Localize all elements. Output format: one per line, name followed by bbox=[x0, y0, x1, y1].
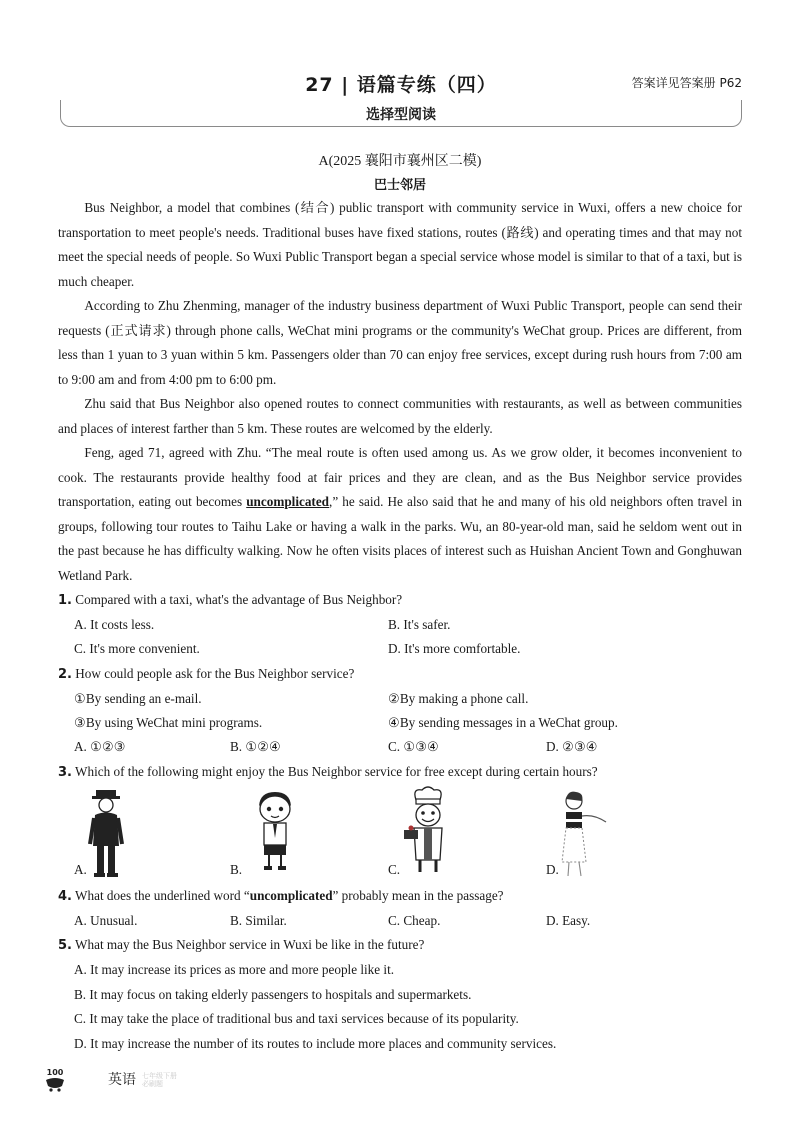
paragraph-2: According to Zhu Zhenming, manager of the industry business department of Wuxi Public Transport, people can send their requests (正式请求) through phone calls, WeChat mini programs or the community's WeChat group. Prices are different, from less than 1 yuan to 3 yuan within 5 km. Passengers older than 70 can enjoy free services, except during rush hours from 7:00 am to 9:00 am and from 4:00 pm to 6:00 pm. bbox=[58, 298, 742, 387]
paragraph-1: Bus Neighbor, a model that combines (结合) public transport with community service in Wuxi, offers a new choice for transportation to meet people's needs. Traditional buses have fixed stations, routes (路线) and operating times and that may not meet the special needs of people. So Wuxi Public Transport began a special service whose model is similar to that of a taxi, but is much cheaper. bbox=[58, 200, 742, 289]
q1-option-a[interactable]: A. It costs less. bbox=[74, 617, 155, 632]
q4-option-b[interactable]: B. Similar. bbox=[230, 913, 287, 928]
passage-title: 巴士邻居 bbox=[373, 178, 426, 193]
q3-option-a[interactable]: A. bbox=[74, 862, 87, 877]
q2-option-a[interactable]: A. ①②③ bbox=[74, 739, 126, 754]
publisher-logo-icon bbox=[42, 1066, 68, 1092]
q1-option-b[interactable]: B. It's safer. bbox=[388, 617, 451, 632]
question-1: 1. Compared with a taxi, what's the advantage of Bus Neighbor? bbox=[58, 592, 403, 608]
paragraph-4: Feng, aged 71, agreed with Zhu. “The meal route is often used among us. As we grow older, it becomes inconvenient to cook. The restaurants provide healthy food at fair prices and they are clean, and as the Bus Neighbor service provides transportation, eating out becomes uncomplicated,” he said. He also said that he and many of his old neighbors often travel in groups, following tour routes to Taihu Lake or having a walk in the parks. Wu, an 80-year-old man, said he seldom went out in the past because he has difficulty walking. Now he often visits places of interest such as Huishan Ancient Town and Gonghuwan Wetland Park. bbox=[58, 445, 742, 583]
q2-option-b[interactable]: B. ①②④ bbox=[230, 739, 281, 754]
q2-statement-2: ②By making a phone call. bbox=[388, 691, 529, 706]
q2-statement-1: ①By sending an e-mail. bbox=[74, 691, 202, 706]
q4-option-d[interactable]: D. Easy. bbox=[546, 913, 591, 928]
question-5: 5. What may the Bus Neighbor service in Wuxi be like in the future? bbox=[58, 937, 425, 953]
lesson-title: 27 | 语篇专练（四） bbox=[305, 74, 497, 96]
q2-option-d[interactable]: D. ②③④ bbox=[546, 739, 598, 754]
q3-option-d[interactable]: D. bbox=[546, 862, 559, 877]
q3-option-b[interactable]: B. bbox=[230, 862, 243, 877]
underlined-word: uncomplicated bbox=[246, 494, 330, 509]
question-1-stem: Compared with a taxi, what's the advantage of Bus Neighbor? bbox=[75, 592, 403, 607]
question-2: 2. How could people ask for the Bus Neighbor service? bbox=[58, 666, 355, 682]
passage-source: A(2025 襄阳市襄州区二模) bbox=[318, 154, 482, 169]
question-3-stem: Which of the following might enjoy the Bus Neighbor service for free except during certain hours? bbox=[75, 764, 598, 779]
page-header bbox=[60, 66, 742, 128]
question-5-stem: What may the Bus Neighbor service in Wuxi be like in the future? bbox=[75, 937, 425, 952]
q4-option-c[interactable]: C. Cheap. bbox=[388, 913, 441, 928]
question-4-stem-a: What does the underlined word “ bbox=[75, 888, 250, 903]
q1-option-d[interactable]: D. It's more comfortable. bbox=[388, 641, 521, 656]
question-4-stem-b: ” probably mean in the passage? bbox=[332, 888, 504, 903]
boy-figure bbox=[252, 790, 298, 872]
q2-option-c[interactable]: C. ①③④ bbox=[388, 739, 439, 754]
question-3: 3. Which of the following might enjoy the Bus Neighbor service for free except during certain hours? bbox=[58, 764, 598, 780]
question-2-stem: How could people ask for the Bus Neighbor service? bbox=[75, 666, 355, 681]
question-4-word: uncomplicated bbox=[249, 888, 333, 903]
q2-statement-4: ④By sending messages in a WeChat group. bbox=[388, 715, 618, 730]
section-title: 选择型阅读 bbox=[366, 107, 436, 123]
chef-figure bbox=[398, 786, 458, 876]
woman-figure bbox=[560, 790, 616, 878]
q5-option-c[interactable]: C. It may take the place of traditional bus and taxi services because of its popularity. bbox=[74, 1011, 519, 1026]
q5-option-b[interactable]: B. It may focus on taking elderly passengers to hospitals and supermarkets. bbox=[74, 987, 472, 1002]
passage-body bbox=[58, 196, 742, 588]
q4-option-a[interactable]: A. Unusual. bbox=[74, 913, 138, 928]
question-4: 4. What does the underlined word “uncomplicated” probably mean in the passage? bbox=[58, 888, 504, 904]
q1-option-c[interactable]: C. It's more convenient. bbox=[74, 641, 200, 656]
paragraph-3: Zhu said that Bus Neighbor also opened routes to connect communities with restaurants, as well as between communities and places of interest farther than 5 km. These routes are welcomed by the elderly. bbox=[58, 396, 742, 436]
svg-text:100: 100 bbox=[46, 1068, 64, 1077]
q3-option-c[interactable]: C. bbox=[388, 862, 401, 877]
subject-label: 英语 bbox=[108, 1072, 136, 1088]
footer-faint-text: 七年级下册 必刷题 bbox=[142, 1072, 177, 1088]
q5-option-a[interactable]: A. It may increase its prices as more and more people like it. bbox=[74, 962, 395, 977]
q5-option-d[interactable]: D. It may increase the number of its routes to include more places and community services. bbox=[74, 1036, 557, 1051]
answer-reference: 答案详见答案册 P62 bbox=[631, 76, 742, 90]
old-man-figure bbox=[86, 788, 126, 878]
q2-statement-3: ③By using WeChat mini programs. bbox=[74, 715, 263, 730]
